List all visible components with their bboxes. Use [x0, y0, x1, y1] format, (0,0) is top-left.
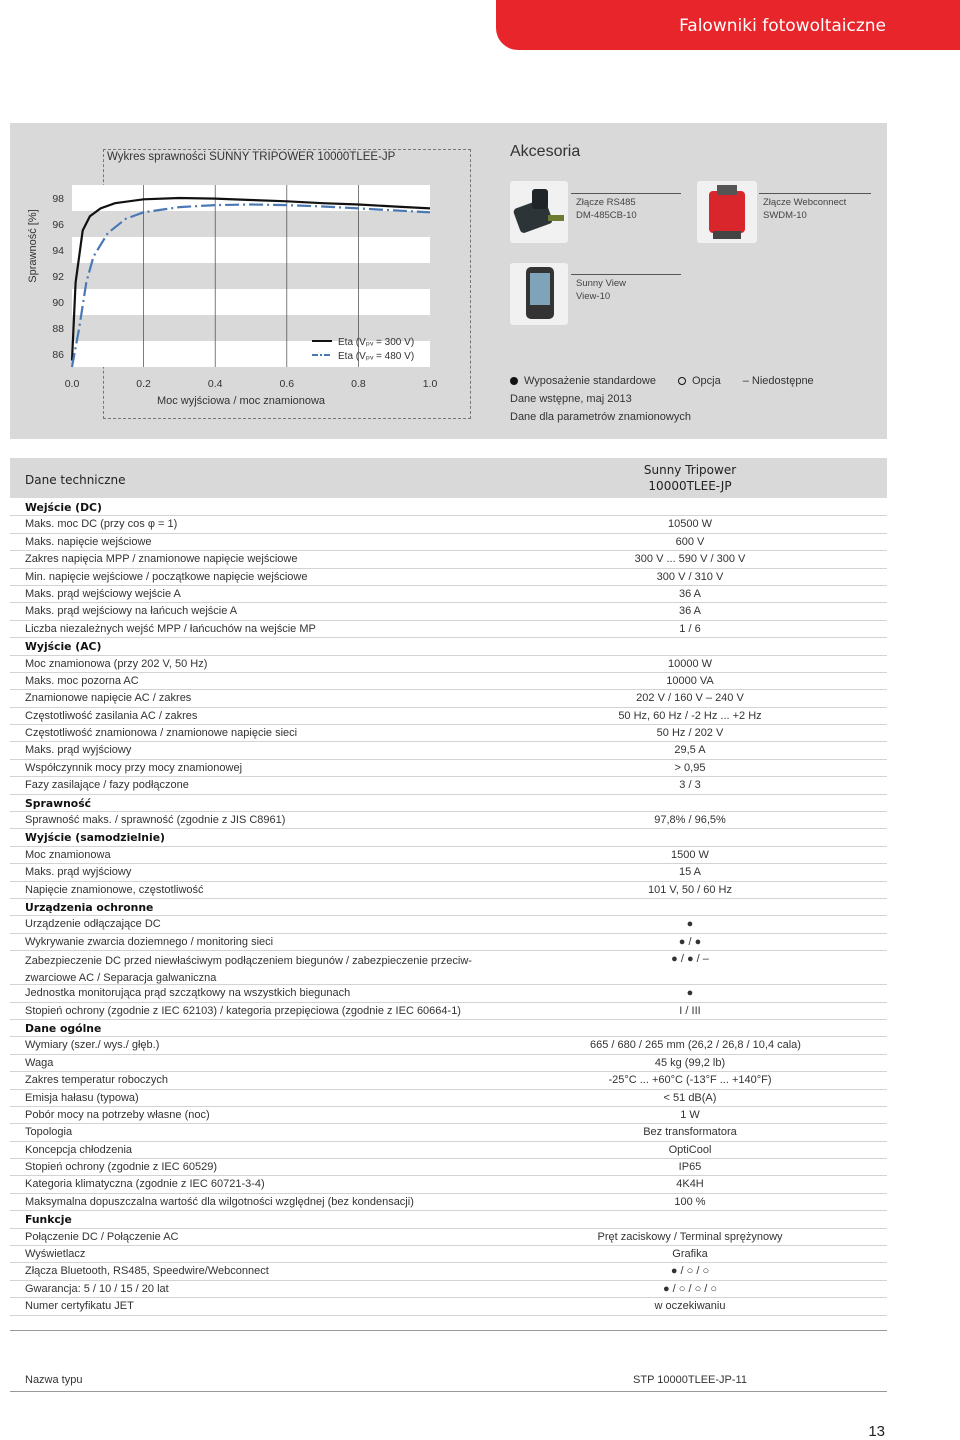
spec-value: ● / ○ / ○ / ○	[662, 1282, 718, 1295]
spec-label: Moc znamionowa	[25, 848, 111, 861]
spec-label: Maks. moc pozorna AC	[25, 674, 139, 687]
spec-value: 202 V / 160 V – 240 V	[636, 692, 744, 705]
header-bar	[496, 0, 960, 50]
sunny-view-divider	[571, 274, 681, 275]
spec-label: Stopień ochrony (zgodnie z IEC 60529)	[25, 1161, 218, 1174]
spec-table	[10, 499, 887, 1316]
spec-label: Wykrywanie zwarcia doziemnego / monitoring sieci	[25, 935, 274, 948]
y-tick-label: 98	[52, 193, 64, 205]
spec-row	[10, 656, 887, 673]
spec-row	[10, 742, 887, 759]
spec-value: ● / ● / –	[671, 953, 709, 966]
y-tick-label: 88	[52, 323, 64, 335]
spec-value: 15 A	[678, 866, 702, 879]
spec-row	[10, 951, 887, 985]
type-label: Nazwa typu	[25, 1374, 83, 1386]
spec-label: Topologia	[25, 1126, 73, 1139]
y-tick-label: 94	[52, 245, 64, 257]
section-header	[10, 499, 887, 516]
sunny-view-image	[510, 263, 568, 325]
spec-value: ● / ●	[678, 935, 702, 948]
spec-label: Min. napięcie wejściowe / początkowe napięcie wejściowe	[25, 570, 308, 583]
page-number: 13	[868, 1423, 885, 1440]
rs485-image	[510, 181, 568, 243]
spec-row	[10, 603, 887, 620]
spec-label: Urządzenia ochronne	[25, 900, 154, 914]
type-value: STP 10000TLEE-JP-11	[633, 1374, 747, 1386]
spec-row	[10, 1003, 887, 1020]
accessories-title: Akcesoria	[510, 143, 581, 160]
section-header	[10, 1211, 887, 1228]
spec-label: Urządzenie odłączające DC	[25, 918, 161, 931]
spec-label: Złącza Bluetooth, RS485, Speedwire/Webconnect	[25, 1265, 269, 1278]
spec-row	[10, 586, 887, 603]
filled-dot-icon	[510, 377, 518, 385]
type-block	[10, 1330, 887, 1400]
spec-header-model	[625, 462, 755, 494]
spec-value: IP65	[678, 1161, 702, 1174]
spec-row	[10, 1107, 887, 1124]
spec-label: Wyjście (AC)	[25, 640, 102, 654]
note-rated: Dane dla parametrów znamionowych	[510, 411, 691, 423]
spec-label: Kategoria klimatyczna (zgodnie z IEC 60721-3-4)	[25, 1178, 265, 1191]
spec-value: > 0,95	[674, 761, 706, 774]
spec-row	[10, 1246, 887, 1263]
sunny-view-code: View-10	[576, 291, 611, 302]
legend-unavailable: – Niedostępne	[742, 375, 814, 387]
y-tick-label: 96	[52, 219, 64, 231]
spec-label: Znamionowe napięcie AC / zakres	[25, 692, 192, 705]
y-tick-label: 92	[52, 271, 64, 283]
spec-label: Maksymalna dopuszczalna wartość dla wilgotności względnej (bez kondensacji)	[25, 1195, 414, 1208]
spec-row	[10, 1037, 887, 1054]
spec-row	[10, 1055, 887, 1072]
spec-row	[10, 1176, 887, 1193]
spec-label: Emisja hałasu (typowa)	[25, 1091, 139, 1104]
spec-row	[10, 708, 887, 725]
spec-label: Maks. prąd wyjściowy	[25, 866, 132, 879]
spec-row	[10, 1124, 887, 1141]
y-tick-label: 90	[52, 297, 64, 309]
spec-row	[10, 777, 887, 794]
type-divider	[10, 1391, 887, 1392]
x-tick-label: 1.0	[422, 378, 438, 390]
spec-label: Pobór mocy na potrzeby własne (noc)	[25, 1108, 210, 1121]
spec-header	[10, 458, 887, 498]
spec-value: 50 Hz / 202 V	[656, 727, 724, 740]
spec-row	[10, 1159, 887, 1176]
spec-row	[10, 1298, 887, 1315]
spec-label: Maks. napięcie wejściowe	[25, 535, 152, 548]
spec-row	[10, 916, 887, 933]
spec-row	[10, 760, 887, 777]
y-axis-label: Sprawność [%]	[27, 209, 39, 283]
spec-value: 300 V ... 590 V / 300 V	[634, 553, 746, 566]
spec-row	[10, 1142, 887, 1159]
spec-value: I / III	[679, 1004, 701, 1017]
legend-option: Opcja	[691, 375, 721, 387]
spec-label: Współczynnik mocy przy mocy znamionowej	[25, 761, 243, 774]
section-header	[10, 638, 887, 655]
spec-label: Wejście (DC)	[25, 501, 102, 514]
spec-label: Wymiary (szer./ wys./ głęb.)	[25, 1039, 160, 1052]
legend-label: Eta (Vₚᵥ = 480 V)	[338, 351, 415, 362]
plot-band	[72, 289, 430, 315]
spec-value: 36 A	[678, 587, 702, 600]
spec-value: Pręt zaciskowy / Terminal sprężynowy	[597, 1230, 783, 1243]
legend-label: Eta (Vₚᵥ = 300 V)	[338, 337, 415, 348]
spec-value: w oczekiwaniu	[654, 1300, 726, 1313]
spec-label: Połączenie DC / Połączenie AC	[25, 1230, 179, 1243]
legend-standard: Wyposażenie standardowe	[524, 375, 656, 387]
header-title: Falowniki fotowoltaiczne	[679, 16, 886, 36]
spec-label: Stopień ochrony (zgodnie z IEC 62103) / kategoria przepięciowa (zgodnie z IEC 60664-1)	[25, 1004, 461, 1017]
spec-label: Częstotliwość zasilania AC / zakres	[25, 709, 198, 722]
spec-label: Waga	[25, 1056, 54, 1069]
spec-label: Częstotliwość znamionowa / znamionowe napięcie sieci	[25, 727, 298, 740]
x-tick-label: 0.2	[136, 378, 151, 390]
spec-value: < 51 dB(A)	[663, 1091, 717, 1104]
spec-row	[10, 1263, 887, 1280]
spec-label: Numer certyfikatu JET	[25, 1300, 134, 1313]
section-header	[10, 795, 887, 812]
spec-value: 10000 VA	[666, 674, 714, 687]
spec-value: 665 / 680 / 265 mm (26,2 / 26,8 / 10,4 cala)	[590, 1039, 801, 1052]
spec-label: Wyjście (samodzielnie)	[25, 831, 165, 845]
spec-row	[10, 1229, 887, 1246]
accessories-panel	[491, 123, 887, 439]
spec-row	[10, 847, 887, 864]
spec-row	[10, 1281, 887, 1298]
rs485-code: DM-485CB-10	[576, 210, 637, 221]
spec-row	[10, 569, 887, 586]
spec-value: 3 / 3	[679, 779, 701, 792]
spec-label: Wyświetlacz	[25, 1248, 86, 1261]
spec-row	[10, 621, 887, 638]
spec-row	[10, 534, 887, 551]
spec-value: 36 A	[678, 605, 702, 618]
spec-label: Liczba niezależnych wejść MPP / łańcuchów na wejście MP	[25, 622, 316, 635]
sunny-view-name: Sunny View	[576, 278, 626, 289]
spec-value: 97,8% / 96,5%	[654, 814, 726, 827]
spec-row	[10, 690, 887, 707]
rs485-name: Złącze RS485	[576, 197, 636, 208]
spec-value: -25°C ... +60°C (-13°F ... +140°F)	[608, 1074, 772, 1087]
spec-label: Maks. prąd wejściowy na łańcuch wejście A	[25, 605, 238, 618]
chart-svg	[10, 123, 489, 439]
spec-label: Zabezpieczenie DC przed niewłaściwym podłączeniem biegunów / zabezpieczenie przeciw-zwarciowe AC / Separacja galwaniczna	[25, 955, 472, 985]
spec-label: Sprawność	[25, 796, 92, 810]
spec-value: 4K4H	[676, 1178, 704, 1191]
spec-label: Jednostka monitorująca prąd szczątkowy na wszystkich biegunach	[25, 987, 351, 1000]
equipment-legend	[510, 375, 814, 387]
spec-label: Zakres napięcia MPP / znamionowe napięcie wejściowe	[25, 553, 298, 566]
empty-dot-icon	[678, 377, 686, 385]
webconnect-divider	[759, 193, 871, 194]
spec-value: 10500 W	[667, 518, 713, 531]
spec-value: ● / ○ / ○	[670, 1265, 710, 1278]
webconnect-code: SWDM-10	[763, 210, 807, 221]
x-tick-label: 0.4	[207, 378, 223, 390]
spec-header-title: Dane techniczne	[25, 473, 126, 487]
spec-label: Maks. moc DC (przy cos φ = 1)	[25, 518, 178, 531]
spec-label: Koncepcja chłodzenia	[25, 1143, 133, 1156]
spec-value: 101 V, 50 / 60 Hz	[648, 883, 732, 896]
spec-row	[10, 1090, 887, 1107]
spec-row	[10, 985, 887, 1002]
spec-label: Gwarancja: 5 / 10 / 15 / 20 lat	[25, 1282, 169, 1295]
spec-row	[10, 864, 887, 881]
spec-label: Dane ogólne	[25, 1021, 102, 1035]
spec-label: Maks. prąd wejściowy wejście A	[25, 587, 181, 600]
spec-value: 29,5 A	[674, 744, 706, 757]
plot-band	[72, 211, 430, 237]
spec-value: 10000 W	[667, 657, 713, 670]
section-header	[10, 829, 887, 846]
spec-label: Napięcie znamionowe, częstotliwość	[25, 883, 204, 896]
spec-value: Bez transformatora	[643, 1126, 737, 1139]
spec-value: 300 V / 310 V	[656, 570, 724, 583]
spec-label: Fazy zasilające / fazy podłączone	[25, 779, 189, 792]
spec-value: 45 kg (99,2 lb)	[654, 1056, 726, 1069]
y-tick-label: 86	[52, 349, 64, 361]
rs485-divider	[571, 193, 681, 194]
spec-label: Sprawność maks. / sprawność (zgodnie z JIS C8961)	[25, 814, 286, 827]
chart-title: Wykres sprawności SUNNY TRIPOWER 10000TLEE-JP	[107, 151, 396, 163]
x-tick-label: 0.8	[351, 378, 366, 390]
plot-band	[72, 263, 430, 289]
spec-row	[10, 516, 887, 533]
x-tick-label: 0.0	[64, 378, 80, 390]
spec-row	[10, 1072, 887, 1089]
plot-band	[72, 185, 430, 211]
webconnect-name: Złącze Webconnect	[763, 197, 847, 208]
spec-value: ●	[686, 987, 694, 1000]
spec-row	[10, 882, 887, 899]
plot-band	[72, 237, 430, 263]
spec-row	[10, 934, 887, 951]
spec-value: 1 W	[680, 1108, 700, 1121]
spec-row	[10, 673, 887, 690]
spec-value: 1 / 6	[679, 622, 701, 635]
webconnect-image	[697, 181, 757, 243]
section-header	[10, 1020, 887, 1037]
spec-label: Zakres temperatur roboczych	[25, 1074, 169, 1087]
spec-row	[10, 551, 887, 568]
spec-value: 100 %	[674, 1195, 706, 1208]
spec-value: ●	[686, 918, 694, 931]
spec-value: 50 Hz, 60 Hz / -2 Hz ... +2 Hz	[618, 709, 762, 722]
spec-label: Moc znamionowa (przy 202 V, 50 Hz)	[25, 657, 208, 670]
x-tick-label: 0.6	[279, 378, 295, 390]
note-preliminary: Dane wstępne, maj 2013	[510, 393, 632, 405]
section-header	[10, 899, 887, 916]
model-line-2: 10000TLEE-JP	[648, 479, 732, 493]
spec-label: Funkcje	[25, 1213, 72, 1227]
efficiency-chart	[10, 123, 489, 439]
x-axis-label: Moc wyjściowa / moc znamionowa	[156, 395, 326, 407]
model-line-1: Sunny Tripower	[643, 463, 737, 477]
spec-value: OptiCool	[668, 1143, 712, 1156]
spec-value: 600 V	[675, 535, 705, 548]
spec-value: 1500 W	[671, 848, 709, 861]
spec-row	[10, 1194, 887, 1211]
spec-label: Maks. prąd wyjściowy	[25, 744, 132, 757]
spec-value: Grafika	[672, 1248, 708, 1261]
spec-row	[10, 725, 887, 742]
spec-row	[10, 812, 887, 829]
